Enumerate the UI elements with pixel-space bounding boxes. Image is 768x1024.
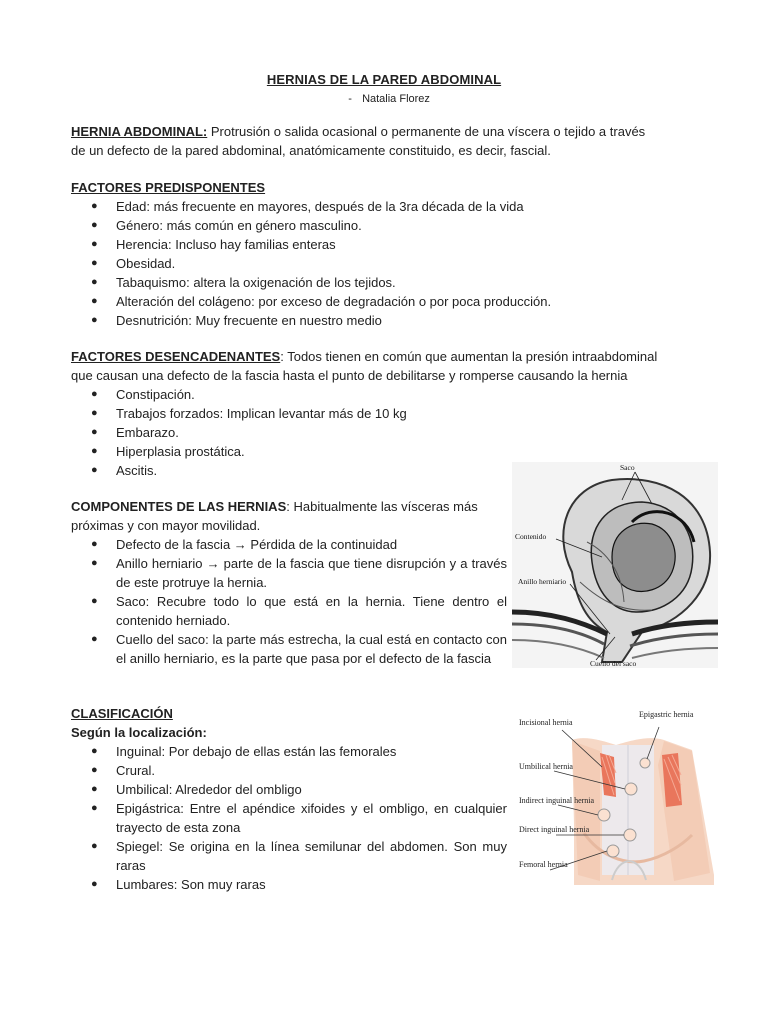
bullet-icon: ● — [91, 407, 98, 419]
predisponentes-item-text: Tabaquismo: altera la oxigenación de los tejidos. — [116, 275, 396, 290]
bullet-icon: ● — [91, 538, 98, 550]
hernia-abdominal-heading: HERNIA ABDOMINAL: — [71, 124, 208, 139]
clasificacion-item — [71, 742, 507, 761]
clasificacion-item — [71, 837, 507, 875]
desencadenantes-heading: FACTORES DESENCADENANTES — [71, 349, 281, 364]
clasificacion-item — [71, 799, 507, 837]
clasificacion-item-text: Epigástrica: Entre el apéndice xifoides y el ombligo, en cualquier trayecto de esta zona — [116, 801, 507, 835]
bullet-icon: ● — [91, 219, 98, 231]
bullet-icon: ● — [91, 878, 98, 890]
predisponentes-list — [71, 197, 697, 330]
predisponentes-item — [71, 235, 697, 254]
predisponentes-item-text: Edad: más frecuente en mayores, después de la 3ra década de la vida — [116, 199, 524, 214]
componentes-item-text: Cuello del saco: la parte más estrecha, la cual está en contacto con el anillo herniario, es la parte que pasa por el defecto de la fascia — [116, 632, 507, 666]
componentes-item — [71, 630, 507, 668]
label-incisional-hernia-text: Incisional hernia — [519, 718, 573, 727]
componentes-item — [71, 535, 507, 554]
desencadenantes-item — [71, 442, 697, 461]
label-femoral-hernia: Femoral hernia — [519, 860, 568, 869]
hernia-anatomy-illustration — [512, 462, 718, 668]
clasificacion-item-text: Lumbares: Son muy raras — [116, 877, 266, 892]
label-epigastric-hernia: Epigastric hernia — [639, 710, 694, 719]
desencadenantes-item-text: Trabajos forzados: Implican levantar más de 10 kg — [116, 406, 407, 421]
bullet-icon: ● — [91, 200, 98, 212]
clasificacion-section — [71, 704, 507, 894]
bullet-icon: ● — [91, 557, 98, 569]
desencadenantes-item-text: Ascitis. — [116, 463, 158, 478]
predisponentes-item-text: Obesidad. — [116, 256, 176, 271]
desencadenantes-item-text: Embarazo. — [116, 425, 179, 440]
bullet-icon: ● — [91, 445, 98, 457]
bullet-icon: ● — [91, 802, 98, 814]
predisponentes-item-text: Alteración del colágeno: por exceso de degradación o por poca producción. — [116, 294, 552, 309]
componentes-item — [71, 554, 507, 592]
predisponentes-item-text: Género: más común en género masculino. — [116, 218, 362, 233]
componentes-item — [71, 592, 507, 630]
componentes-item-text: Defecto de la fascia → Pérdida de la continuidad — [116, 537, 398, 552]
bullet-icon: ● — [91, 464, 98, 476]
desencadenantes-section — [71, 347, 697, 480]
label-indirect-inguinal-hernia: Indirect inguinal hernia — [519, 796, 595, 805]
predisponentes-item — [71, 292, 697, 311]
desencadenantes-item-text: Constipación. — [116, 387, 195, 402]
bullet-icon: ● — [91, 783, 98, 795]
author-name: Natalia Florez — [362, 93, 430, 105]
predisponentes-item — [71, 273, 697, 292]
label-umbilical-hernia: Umbilical hernia — [519, 762, 573, 771]
componentes-item-text: Anillo herniario → parte de la fascia que tiene disrupción y a través de este protruye la hernia. — [116, 556, 507, 590]
hernia-abdominal-section — [71, 122, 697, 160]
bullet-icon: ● — [91, 633, 98, 645]
desencadenantes-text-1: : Todos tienen en común que aumentan la presión intraabdominal — [280, 349, 658, 364]
clasificacion-item-text: Spiegel: Se origina en la línea semilunar del abdomen. Son muy raras — [116, 839, 507, 873]
bullet-icon: ● — [91, 238, 98, 250]
clasificacion-item-text: Umbilical: Alrededor del ombligo — [116, 782, 302, 797]
clasificacion-subheading: Según la localización: — [71, 725, 207, 740]
bullet-icon: ● — [91, 840, 98, 852]
clasificacion-item — [71, 780, 507, 799]
componentes-text-2: próximas y con mayor movilidad. — [71, 518, 261, 533]
author-dash: - — [348, 93, 352, 105]
bullet-icon: ● — [91, 745, 98, 757]
desencadenantes-item — [71, 385, 697, 404]
predisponentes-item — [71, 311, 697, 330]
predisponentes-item-text: Desnutrición: Muy frecuente en nuestro medio — [116, 313, 382, 328]
label-saco: Saco — [620, 463, 635, 472]
hernia-locations-illustration — [514, 705, 718, 885]
desencadenantes-item — [71, 404, 697, 423]
clasificacion-item — [71, 875, 507, 894]
label-cuello-del-saco: Cuello del saco — [590, 659, 637, 668]
clasificacion-item-text: Inguinal: Por debajo de ellas están las femorales — [116, 744, 397, 759]
bullet-icon: ● — [91, 426, 98, 438]
componentes-text-1: : Habitualmente las vísceras más — [286, 499, 478, 514]
hernia-abdominal-text-2: de un defecto de la pared abdominal, anatómicamente constituido, es decir, fascial. — [71, 143, 551, 158]
hernia-locations-figure — [514, 705, 718, 885]
document-title: HERNIAS DE LA PARED ABDOMINAL — [266, 72, 502, 87]
hernia-anatomy-figure — [512, 462, 718, 668]
predisponentes-item-text: Herencia: Incluso hay familias enteras — [116, 237, 336, 252]
hernia-abdominal-text-1: Protrusión o salida ocasional o permanente de una víscera o tejido a través — [207, 124, 646, 139]
predisponentes-item — [71, 216, 697, 235]
bullet-icon: ● — [91, 764, 98, 776]
predisponentes-item — [71, 254, 697, 273]
predisponentes-section — [71, 178, 697, 330]
desencadenantes-text-2: que causan una defecto de la fascia hasta el punto de debilitarse y romperse causando la hernia — [71, 368, 628, 383]
label-contenido: Contenido — [515, 532, 547, 541]
clasificacion-heading: CLASIFICACIÓN — [71, 706, 173, 721]
bullet-icon: ● — [91, 276, 98, 288]
label-anillo-herniario: Anillo herniario — [518, 577, 567, 586]
predisponentes-heading: FACTORES PREDISPONENTES — [71, 180, 266, 195]
componentes-item-text: Saco: Recubre todo lo que está en la hernia. Tiene dentro el contenido herniado. — [116, 594, 507, 628]
bullet-icon: ● — [91, 388, 98, 400]
clasificacion-list — [71, 742, 507, 894]
componentes-heading: COMPONENTES DE LAS HERNIAS — [71, 499, 287, 514]
author-line — [0, 93, 768, 105]
componentes-list — [71, 535, 507, 668]
bullet-icon: ● — [91, 595, 98, 607]
clasificacion-item-text: Crural. — [116, 763, 156, 778]
predisponentes-item — [71, 197, 697, 216]
desencadenantes-item-text: Hiperplasia prostática. — [116, 444, 245, 459]
clasificacion-item — [71, 761, 507, 780]
bullet-icon: ● — [91, 295, 98, 307]
bullet-icon: ● — [91, 257, 98, 269]
desencadenantes-item — [71, 423, 697, 442]
label-incisional-hernia — [519, 718, 573, 727]
bullet-icon: ● — [91, 314, 98, 326]
label-direct-inguinal-hernia: Direct inguinal hernia — [519, 825, 590, 834]
componentes-section — [71, 497, 507, 668]
